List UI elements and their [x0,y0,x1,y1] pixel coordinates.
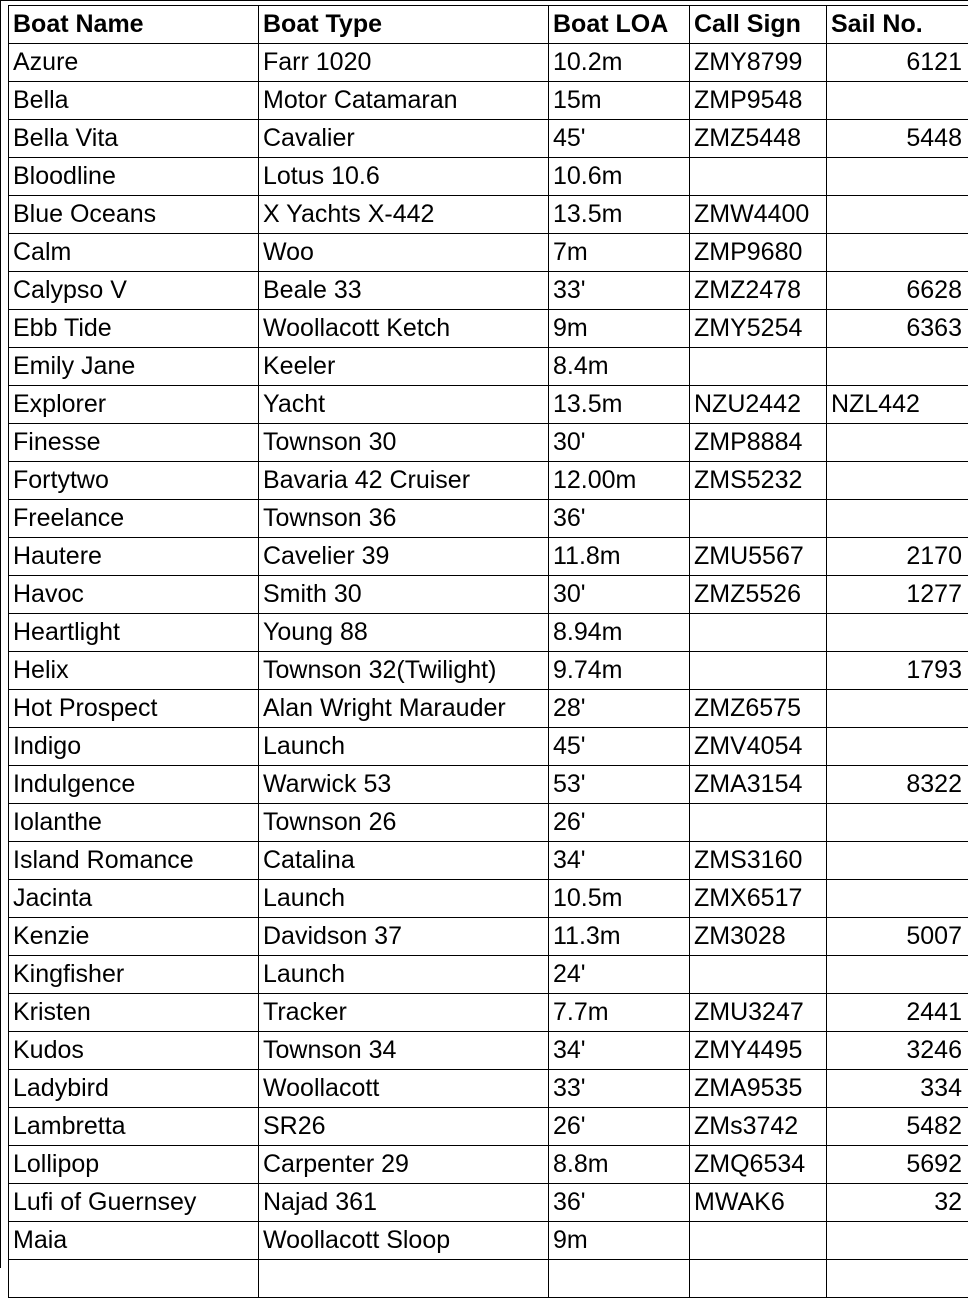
table-row [9,880,968,918]
table-row [9,576,968,614]
cell-sail-no[interactable]: 2441 [827,994,968,1032]
cell-boat-loa[interactable]: 53' [549,766,690,804]
table-row [9,462,968,500]
table-row [9,234,968,272]
cell-boat-loa[interactable]: 9m [549,310,690,348]
cell-boat-name[interactable]: Azure [9,44,259,82]
cell-call-sign[interactable] [690,956,827,994]
header-boat-name[interactable]: Boat Name [9,6,259,44]
cell-sail-no[interactable]: 1277 [827,576,968,614]
cell-boat-name[interactable]: Jacinta [9,880,259,918]
cell-boat-name[interactable]: Maia [9,1222,259,1260]
cell-boat-name[interactable]: Hautere [9,538,259,576]
cell-boat-name[interactable]: Iolanthe [9,804,259,842]
cell-sail-no[interactable] [827,234,968,272]
table-row [9,918,968,956]
cell-call-sign[interactable]: ZMS3160 [690,842,827,880]
table-row [9,766,968,804]
cell-sail-no[interactable]: 334 [827,1070,968,1108]
cell-boat-type[interactable]: Launch [259,728,549,766]
cell-sail-no[interactable] [827,842,968,880]
cell-sail-no[interactable]: 5448 [827,120,968,158]
cell-call-sign[interactable] [690,1260,827,1298]
cell-sail-no[interactable] [827,462,968,500]
table-row [9,120,968,158]
cell-sail-no[interactable]: 6121 [827,44,968,82]
table-row [9,500,968,538]
cell-call-sign[interactable] [690,652,827,690]
cell-call-sign[interactable] [690,348,827,386]
cell-sail-no[interactable]: 5482 [827,1108,968,1146]
cell-sail-no[interactable]: 8322 [827,766,968,804]
table-row [9,956,968,994]
cell-boat-loa[interactable]: 15m [549,82,690,120]
cell-boat-loa[interactable]: 10.2m [549,44,690,82]
table-row [9,348,968,386]
table-row [9,538,968,576]
table-row [9,158,968,196]
cell-call-sign[interactable]: ZMV4054 [690,728,827,766]
cell-boat-loa[interactable]: 10.6m [549,158,690,196]
table-row [9,386,968,424]
table-row [9,690,968,728]
cell-call-sign[interactable]: ZMY8799 [690,44,827,82]
cell-call-sign[interactable] [690,500,827,538]
cell-boat-name[interactable]: Blue Oceans [9,196,259,234]
cell-boat-type[interactable]: Woo [259,234,549,272]
cell-boat-type[interactable]: X Yachts X-442 [259,196,549,234]
cell-boat-name[interactable]: Kenzie [9,918,259,956]
cell-boat-loa[interactable]: 34' [549,1032,690,1070]
cell-boat-name[interactable]: Helix [9,652,259,690]
table-row [9,1260,968,1298]
cell-call-sign[interactable]: ZMZ2478 [690,272,827,310]
cell-call-sign[interactable] [690,158,827,196]
cell-boat-type[interactable]: SR26 [259,1108,549,1146]
cell-call-sign[interactable]: ZMZ5526 [690,576,827,614]
cell-call-sign[interactable]: ZMW4400 [690,196,827,234]
table-row [9,1222,968,1260]
cell-boat-loa[interactable]: 13.5m [549,196,690,234]
cell-boat-type[interactable]: Lotus 10.6 [259,158,549,196]
cell-boat-name[interactable]: Lambretta [9,1108,259,1146]
cell-boat-loa[interactable]: 8.94m [549,614,690,652]
cell-boat-type[interactable]: Woollacott Sloop [259,1222,549,1260]
cell-call-sign[interactable]: MWAK6 [690,1184,827,1222]
cell-boat-name[interactable]: Finesse [9,424,259,462]
cell-call-sign[interactable]: ZM3028 [690,918,827,956]
cell-sail-no[interactable] [827,956,968,994]
cell-sail-no[interactable]: 3246 [827,1032,968,1070]
cell-boat-type[interactable]: Townson 36 [259,500,549,538]
cell-call-sign[interactable]: ZMP9680 [690,234,827,272]
cell-call-sign[interactable]: NZU2442 [690,386,827,424]
cell-boat-type[interactable]: Launch [259,880,549,918]
cell-boat-name[interactable]: Ebb Tide [9,310,259,348]
cell-boat-loa[interactable]: 8.8m [549,1146,690,1184]
table-row [9,82,968,120]
cell-boat-loa[interactable]: 36' [549,500,690,538]
cell-call-sign[interactable]: ZMY5254 [690,310,827,348]
cell-call-sign[interactable]: ZMA9535 [690,1070,827,1108]
cell-boat-name[interactable] [9,1260,259,1298]
cell-boat-loa[interactable]: 33' [549,1070,690,1108]
cell-boat-name[interactable]: Lollipop [9,1146,259,1184]
cell-boat-type[interactable]: Beale 33 [259,272,549,310]
cell-call-sign[interactable]: ZMs3742 [690,1108,827,1146]
cell-boat-type[interactable]: Bavaria 42 Cruiser [259,462,549,500]
cell-sail-no[interactable] [827,690,968,728]
header-row [9,6,968,44]
cell-boat-type[interactable]: Alan Wright Marauder [259,690,549,728]
cell-sail-no[interactable] [827,348,968,386]
table-row [9,196,968,234]
cell-boat-name[interactable]: Fortytwo [9,462,259,500]
cell-boat-name[interactable]: Kingfisher [9,956,259,994]
cell-boat-name[interactable]: Emily Jane [9,348,259,386]
cell-boat-name[interactable]: Ladybird [9,1070,259,1108]
cell-sail-no[interactable]: 32 [827,1184,968,1222]
cell-sail-no[interactable]: 5007 [827,918,968,956]
cell-boat-name[interactable]: Bella Vita [9,120,259,158]
cell-boat-loa[interactable]: 45' [549,120,690,158]
cell-boat-name[interactable]: Explorer [9,386,259,424]
cell-boat-loa[interactable]: 33' [549,272,690,310]
cell-boat-type[interactable]: Tracker [259,994,549,1032]
table-row [9,1032,968,1070]
cell-boat-name[interactable]: Freelance [9,500,259,538]
cell-sail-no[interactable] [827,880,968,918]
cell-call-sign[interactable]: ZMZ6575 [690,690,827,728]
cell-boat-name[interactable]: Bloodline [9,158,259,196]
cell-boat-type[interactable]: Launch [259,956,549,994]
cell-boat-loa[interactable]: 30' [549,424,690,462]
table-row [9,1070,968,1108]
cell-boat-type[interactable]: Motor Catamaran [259,82,549,120]
table-row [9,652,968,690]
cell-call-sign[interactable]: ZMX6517 [690,880,827,918]
table-row [9,1184,968,1222]
cell-boat-loa[interactable]: 36' [549,1184,690,1222]
table-row [9,728,968,766]
cell-call-sign[interactable]: ZMY4495 [690,1032,827,1070]
cell-sail-no[interactable]: 5692 [827,1146,968,1184]
cell-sail-no[interactable] [827,804,968,842]
cell-sail-no[interactable]: 6363 [827,310,968,348]
cell-boat-name[interactable]: Hot Prospect [9,690,259,728]
cell-boat-name[interactable]: Calypso V [9,272,259,310]
cell-sail-no[interactable] [827,500,968,538]
cell-sail-no[interactable] [827,614,968,652]
table-header [9,6,968,44]
cell-boat-loa[interactable]: 28' [549,690,690,728]
cell-boat-type[interactable]: Cavelier 39 [259,538,549,576]
cell-boat-type[interactable]: Carpenter 29 [259,1146,549,1184]
cell-call-sign[interactable]: ZMS5232 [690,462,827,500]
cell-boat-loa[interactable]: 13.5m [549,386,690,424]
cell-boat-name[interactable]: Indulgence [9,766,259,804]
header-call-sign[interactable]: Call Sign [690,6,827,44]
cell-boat-type[interactable]: Davidson 37 [259,918,549,956]
header-boat-type[interactable]: Boat Type [259,6,549,44]
cell-boat-name[interactable]: Kudos [9,1032,259,1070]
cell-call-sign[interactable] [690,804,827,842]
cell-sail-no[interactable] [827,1260,968,1298]
cell-boat-loa[interactable]: 10.5m [549,880,690,918]
cell-boat-name[interactable]: Bella [9,82,259,120]
cell-sail-no[interactable]: 6628 [827,272,968,310]
table-row [9,994,968,1032]
cell-sail-no[interactable] [827,82,968,120]
table-row [9,1108,968,1146]
cell-boat-name[interactable]: Island Romance [9,842,259,880]
cell-call-sign[interactable]: ZMQ6534 [690,1146,827,1184]
cell-call-sign[interactable]: ZMP8884 [690,424,827,462]
table-row [9,310,968,348]
cell-boat-loa[interactable]: 9m [549,1222,690,1260]
cell-sail-no[interactable] [827,158,968,196]
cell-boat-type[interactable]: Yacht [259,386,549,424]
table-row [9,614,968,652]
cell-sail-no[interactable]: NZL442 [827,386,968,424]
cell-boat-loa[interactable] [549,1260,690,1298]
boat-table [8,5,968,1298]
cell-sail-no[interactable]: 1793 [827,652,968,690]
cell-boat-name[interactable]: Calm [9,234,259,272]
cell-boat-loa[interactable]: 8.4m [549,348,690,386]
table-row [9,44,968,82]
cell-boat-loa[interactable]: 24' [549,956,690,994]
cell-boat-type[interactable]: Farr 1020 [259,44,549,82]
cell-boat-loa[interactable]: 9.74m [549,652,690,690]
cell-boat-type[interactable]: Townson 32(Twilight) [259,652,549,690]
header-boat-loa[interactable]: Boat LOA [549,6,690,44]
cell-boat-loa[interactable]: 7m [549,234,690,272]
table-body [9,44,968,1298]
cell-boat-name[interactable]: Heartlight [9,614,259,652]
cell-call-sign[interactable]: ZMA3154 [690,766,827,804]
cell-boat-type[interactable]: Young 88 [259,614,549,652]
cell-boat-type[interactable]: Warwick 53 [259,766,549,804]
cell-call-sign[interactable] [690,614,827,652]
cell-boat-loa[interactable]: 12.00m [549,462,690,500]
cell-boat-name[interactable]: Kristen [9,994,259,1032]
cell-boat-type[interactable]: Najad 361 [259,1184,549,1222]
cell-boat-loa[interactable]: 26' [549,804,690,842]
cell-sail-no[interactable] [827,728,968,766]
sheet-left-border [0,0,1,1268]
table-row [9,1146,968,1184]
cell-sail-no[interactable] [827,1222,968,1260]
cell-boat-type[interactable]: Townson 30 [259,424,549,462]
cell-boat-type[interactable]: Smith 30 [259,576,549,614]
cell-boat-loa[interactable]: 30' [549,576,690,614]
cell-sail-no[interactable]: 2170 [827,538,968,576]
cell-boat-type[interactable]: Cavalier [259,120,549,158]
table-row [9,272,968,310]
sheet-top-border [0,0,968,1]
cell-boat-loa[interactable]: 11.3m [549,918,690,956]
table-row [9,804,968,842]
cell-boat-loa[interactable]: 11.8m [549,538,690,576]
cell-boat-loa[interactable]: 7.7m [549,994,690,1032]
cell-sail-no[interactable] [827,196,968,234]
table-row [9,842,968,880]
cell-boat-type[interactable]: Woollacott [259,1070,549,1108]
cell-boat-type[interactable]: Townson 26 [259,804,549,842]
cell-call-sign[interactable]: ZMZ5448 [690,120,827,158]
header-sail-no[interactable]: Sail No. [827,6,968,44]
cell-call-sign[interactable]: ZMP9548 [690,82,827,120]
cell-boat-type[interactable] [259,1260,549,1298]
cell-boat-name[interactable]: Havoc [9,576,259,614]
cell-boat-name[interactable]: Lufi of Guernsey [9,1184,259,1222]
cell-boat-loa[interactable]: 45' [549,728,690,766]
cell-sail-no[interactable] [827,424,968,462]
cell-boat-loa[interactable]: 26' [549,1108,690,1146]
cell-boat-type[interactable]: Keeler [259,348,549,386]
cell-boat-loa[interactable]: 34' [549,842,690,880]
cell-call-sign[interactable]: ZMU5567 [690,538,827,576]
table-row [9,424,968,462]
cell-boat-type[interactable]: Woollacott Ketch [259,310,549,348]
cell-call-sign[interactable]: ZMU3247 [690,994,827,1032]
cell-call-sign[interactable] [690,1222,827,1260]
cell-boat-type[interactable]: Catalina [259,842,549,880]
cell-boat-type[interactable]: Townson 34 [259,1032,549,1070]
cell-boat-name[interactable]: Indigo [9,728,259,766]
